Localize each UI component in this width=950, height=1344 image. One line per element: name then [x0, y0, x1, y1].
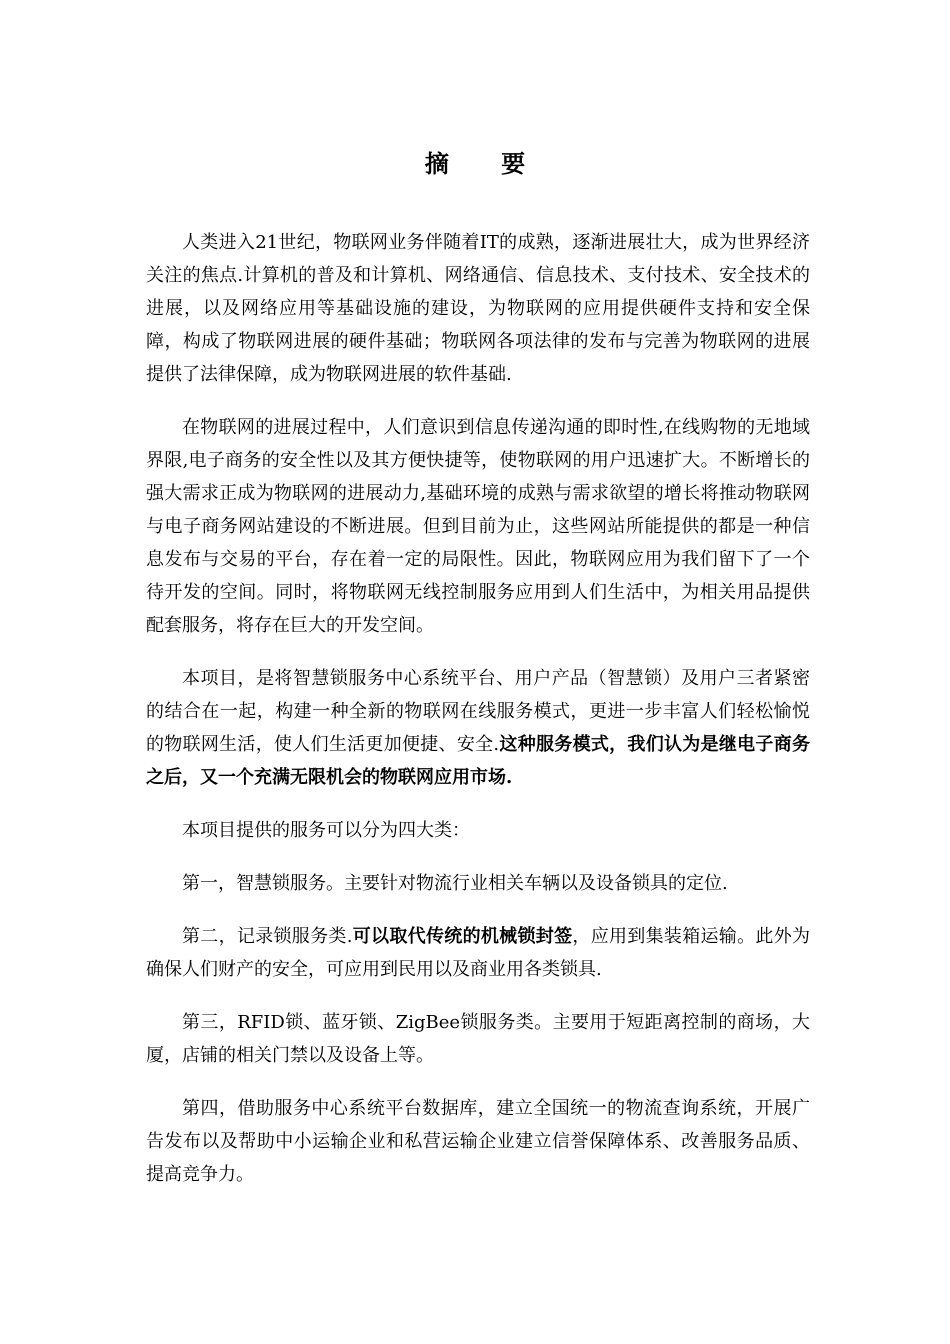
paragraph-6-text: 第二，记录锁服务类.	[182, 926, 353, 947]
paragraph-1-text: 人类进入21世纪，物联网业务伴随着IT的成熟，逐渐进展壮大，成为世界经济关注的焦点.计算机的普及和计算机、网络通信、信息技术、支付技术、安全技术的进展，以及网络应用等基础设施的建设，为物联网的应用提供硬件支持和安全保障，构成了物联网进展的硬件基础；物联网各项法律的发布与完善为物联网的进展提供了法律保障，成为物联网进展的软件基础.	[146, 232, 810, 385]
paragraph-2	[146, 411, 810, 642]
paragraph-7-text: 第三，RFID锁、蓝牙锁、ZigBee锁服务类。主要用于短距离控制的商场，大厦，店铺的相关门禁以及设备上等。	[146, 1012, 810, 1066]
paragraph-5-text: 第一，智慧锁服务。主要针对物流行业相关车辆以及设备锁具的定位.	[182, 873, 728, 894]
paragraph-7	[146, 1006, 810, 1072]
paragraph-6-after-text: ，应用到集装箱运输。此外为确保人们财产的安全，可应用到民用以及商业用各类锁具.	[146, 926, 811, 980]
paragraph-3-bold-text: 这种服务模式，我们认为是继电子商务之后，又一个充满无限机会的物联网应用市场.	[146, 734, 810, 788]
paragraph-6-bold-text: 可以取代传统的机械锁封签	[352, 926, 573, 947]
paragraph-3	[146, 662, 810, 794]
page-title: 摘 要	[424, 149, 548, 178]
paragraph-4-text: 本项目提供的服务可以分为四大类：	[182, 820, 470, 841]
paragraph-3-text: 本项目，是将智慧锁服务中心系统平台、用户产品（智慧锁）及用户三者紧密的结合在一起，构建一种全新的物联网在线服务模式，更进一步丰富人们轻松愉悦的物联网生活，使人们生活更加便捷、安全.	[146, 668, 810, 755]
paragraph-2-text: 在物联网的进展过程中，人们意识到信息传递沟通的即时性,在线购物的无地域界限,电子商务的安全性以及其方便快捷等，使物联网的用户迅速扩大。不断增长的强大需求正成为物联网的进展动力,基础环境的成熟与需求欲望的增长将推动物联网与电子商务网站建设的不断进展。但到目前为止，这些网站所能提供的都是一种信息发布与交易的平台，存在着一定的局限性。因此，物联网应用为我们留下了一个待开发的空间。同时，将物联网无线控制服务应用到人们生活中，为相关用品提供配套服务，将存在巨大的开发空间。	[146, 417, 810, 636]
paragraph-4	[146, 814, 810, 847]
paragraph-8	[146, 1092, 810, 1191]
paragraph-1	[146, 226, 810, 391]
paragraph-5	[146, 867, 810, 900]
paragraph-8-text: 第四，借助服务中心系统平台数据库，建立全国统一的物流查询系统，开展广告发布以及帮助中小运输企业和私营运输企业建立信誉保障体系、改善服务品质、提高竞争力。	[146, 1098, 810, 1185]
paragraph-6	[146, 920, 810, 986]
abstract-body	[146, 226, 810, 1191]
